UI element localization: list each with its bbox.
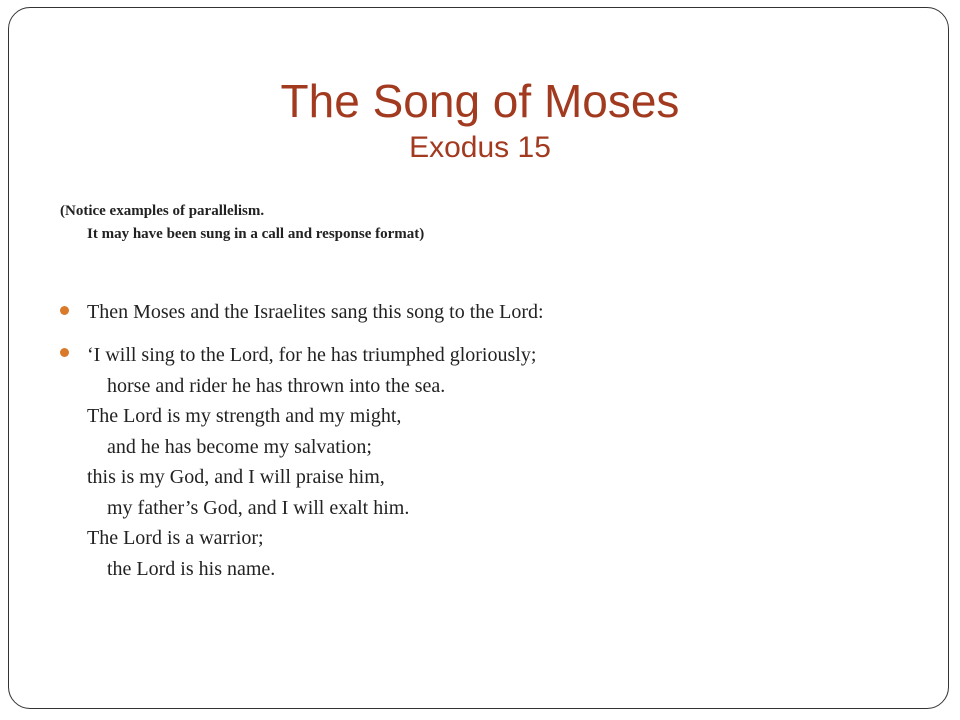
slide-title-block [0, 74, 960, 168]
bullet-list [60, 298, 910, 584]
parallelism-note [60, 200, 424, 246]
verse-line: my father’s God, and I will exalt him. [107, 496, 410, 519]
verse-line: The Lord is my strength and my might, [87, 405, 402, 427]
verse-line: horse and rider he has thrown into the sea. [107, 374, 446, 397]
bullet-dot-icon [60, 306, 69, 315]
bullet-item-verse [60, 340, 910, 584]
verse-line: ‘I will sing to the Lord, for he has triumphed gloriously; [87, 344, 537, 366]
verse-line: and he has become my salvation; [107, 435, 372, 458]
note-line-1: (Notice examples of parallelism. [60, 203, 265, 219]
slide-subtitle: Exodus 15 [409, 131, 551, 164]
verse-line: the Lord is his name. [107, 557, 276, 580]
verse-line: The Lord is a warrior; [87, 527, 264, 549]
note-line-2: It may have been sung in a call and response format) [87, 226, 425, 242]
bullet-item-intro [60, 298, 910, 326]
slide-title: The Song of Moses [280, 75, 680, 127]
bullet-intro-text: Then Moses and the Israelites sang this song to the Lord: [87, 301, 544, 323]
bullet-dot-icon [60, 348, 69, 357]
verse-line: this is my God, and I will praise him, [87, 466, 385, 488]
